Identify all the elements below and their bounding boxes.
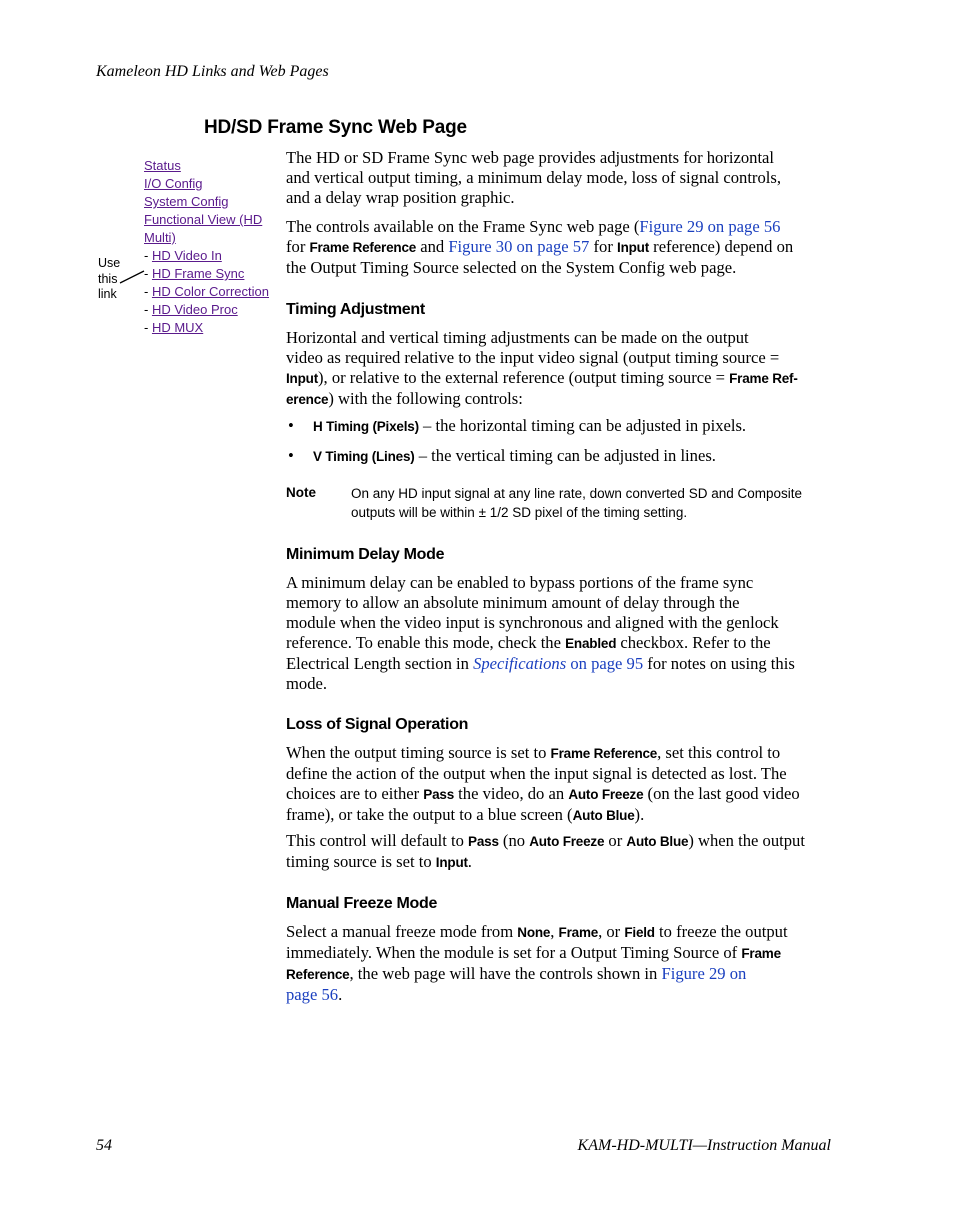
nav-link-hd-mux[interactable]: HD MUX	[151, 320, 204, 335]
bullet-icon: •	[288, 446, 294, 465]
use-this-link-callout: Use this link	[98, 256, 121, 301]
bullet-icon: •	[288, 416, 294, 435]
manual-freeze-paragraph: Select a manual freeze mode from None, Frame, or Field to freeze the output immediately. When the module is set for a Output Timing Source of Frame Reference, the web page will have the controls shown in Figure 29 on page 56.	[286, 922, 788, 1004]
timing-paragraph: Horizontal and vertical timing adjustments can be made on the output video as required relative to the input video signal (output timing source = Input), or relative to the external reference (output timing source = Frame Ref- erence) with the following controls:	[286, 328, 798, 408]
loss-of-signal-paragraph-2: This control will default to Pass (no Auto Freeze or Auto Blue) when the output timing source is set to Input.	[286, 831, 805, 871]
nav-link-hd-video-in[interactable]: HD Video In	[151, 248, 222, 263]
nav-dash: -	[144, 248, 152, 263]
nav-link-system-config[interactable]: System Config	[144, 194, 229, 209]
nav-link-functional-view-cont[interactable]: Multi)	[144, 230, 176, 245]
nav-dash: -	[144, 284, 152, 299]
running-header: Kameleon HD Links and Web Pages	[96, 63, 329, 80]
page-title: HD/SD Frame Sync Web Page	[204, 117, 467, 138]
nav-dash: -	[144, 320, 152, 335]
nav-link-status[interactable]: Status	[144, 158, 181, 173]
section-heading-manual-freeze: Manual Freeze Mode	[286, 895, 438, 912]
loss-of-signal-paragraph-1: When the output timing source is set to Frame Reference, set this control to define the action of the output when the input signal is detected as lost. The choices are to either Pass the video, do an Auto Freeze (on the last good video frame), or take the output to a blue screen (Auto Blue).	[286, 743, 800, 824]
note-text: On any HD input signal at any line rate, down converted SD and Composite outputs will be within ± 1/2 SD pixel of the timing setting.	[351, 486, 802, 520]
manual-title: KAM-HD-MULTI—Instruction Manual	[577, 1137, 831, 1154]
nav-link-hd-video-proc[interactable]: HD Video Proc	[151, 302, 238, 317]
callout-pointer-line	[118, 266, 146, 286]
bullet-h-timing: H Timing (Pixels) – the horizontal timing can be adjusted in pixels.	[313, 416, 747, 435]
note-label: Note	[286, 485, 316, 500]
section-heading-loss-of-signal: Loss of Signal Operation	[286, 716, 469, 733]
nav-link-functional-view[interactable]: Functional View (HD	[144, 212, 263, 227]
nav-dash: -	[144, 266, 152, 281]
nav-link-hd-color-correction[interactable]: HD Color Correction	[151, 284, 269, 299]
specifications-link[interactable]: Specifications on page 95	[473, 654, 644, 673]
intro-paragraph-2: The controls available on the Frame Sync web page (Figure 29 on page 56 for Frame Reference and Figure 30 on page 57 for Input reference) depend on the Output Timing Source selected on the System Config web page.	[286, 217, 794, 277]
section-heading-timing: Timing Adjustment	[286, 301, 425, 318]
min-delay-paragraph: A minimum delay can be enabled to bypass portions of the frame sync memory to allow an absolute minimum amount of delay through the module when the video input is synchronous and aligned with the genlock reference. To enable this mode, check the Enabled checkbox. Refer to the Electrical Length section in Specifications on page 95 for notes on using this mode.	[286, 573, 795, 693]
bullet-v-timing: V Timing (Lines) – the vertical timing can be adjusted in lines.	[313, 446, 716, 465]
intro-paragraph-1: The HD or SD Frame Sync web page provides adjustments for horizontal and vertical output timing, a minimum delay mode, loss of signal controls, and a delay wrap position graphic.	[286, 148, 781, 207]
page-number: 54	[96, 1137, 112, 1154]
figure-29-link-2-cont[interactable]: page 56	[286, 985, 339, 1004]
section-heading-min-delay: Minimum Delay Mode	[286, 546, 445, 563]
nav-dash: -	[144, 302, 152, 317]
figure-30-link[interactable]: Figure 30 on page 57	[448, 237, 590, 256]
figure-29-link-2[interactable]: Figure 29 on	[661, 964, 747, 983]
nav-link-io-config[interactable]: I/O Config	[144, 176, 203, 191]
nav-link-hd-frame-sync[interactable]: HD Frame Sync	[151, 266, 245, 281]
web-nav-panel	[144, 157, 269, 337]
figure-29-link[interactable]: Figure 29 on page 56	[639, 217, 781, 236]
